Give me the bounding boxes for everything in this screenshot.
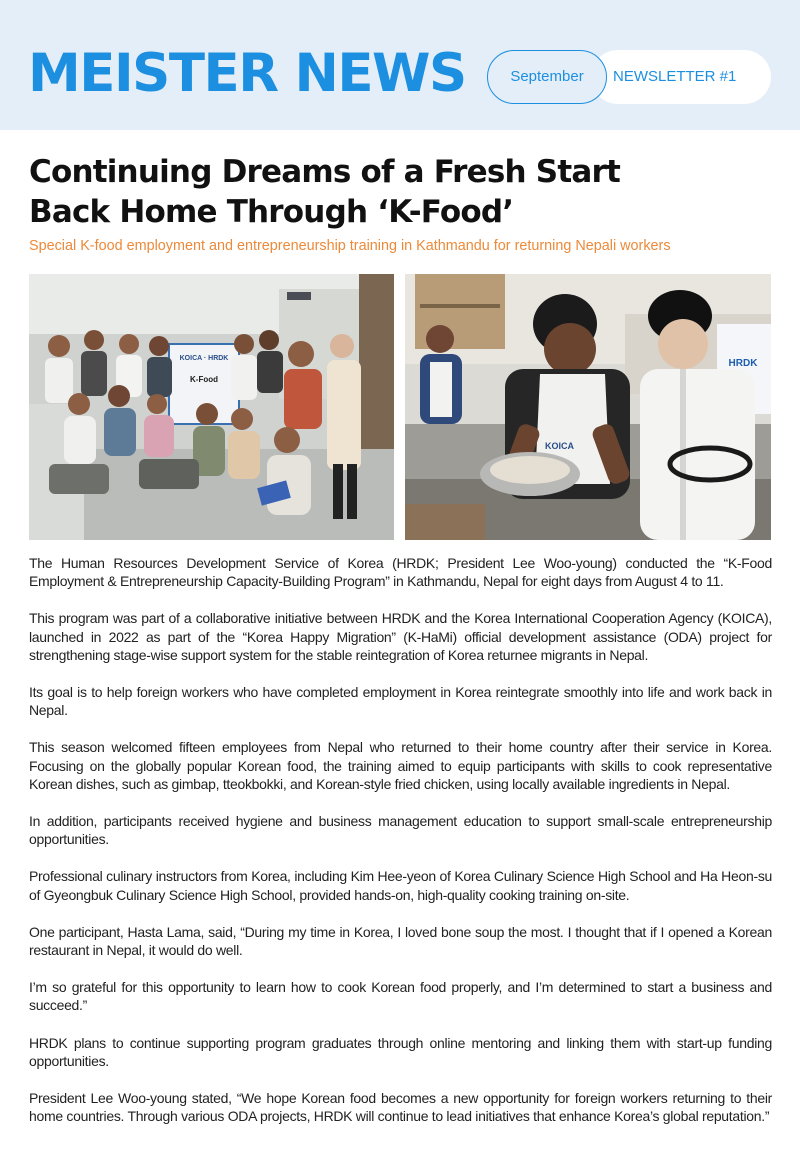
article-paragraph: One participant, Hasta Lama, said, “During my time in Korea, I loved bone soup the most. I thought that if I opened a Korean restaurant in Nepal, it would do well. [29,923,772,959]
article-subtitle: Special K-food employment and entrepreneurship training in Kathmandu for returning Nepali workers [29,238,671,254]
banner-text: KOICA · HRDK [179,355,229,362]
issue-label-pill [591,50,771,104]
article-paragraph: I’m so grateful for this opportunity to learn how to cook Korean food properly, and I’m determined to start a business and succeed.” [29,979,772,1014]
masthead-title: MEISTER NEWS [28,43,466,104]
issue-label: NEWSLETTER #1 [613,68,737,85]
article-paragraph: This season welcomed fifteen employees from Nepal who returned to their home country after their service in Korea. Focusing on the globally popular Korean food, the training aimed to equip participants with skills to cook representative Korean dishes, such as gimbap, tteokbokki, and Korean-style fried chicken, using locally available ingredients in Nepal. [29,739,772,792]
article-body [29,554,772,1144]
article-paragraph: HRDK plans to continue supporting program graduates through online mentoring and linking them with start-up funding opportunities. [29,1034,772,1069]
article-paragraph: Its goal is to help foreign workers who have completed employment in Korea reintegrate smoothly into life and work back in Nepal. [29,684,772,719]
headline-line-2: Back Home Through ‘K-Food’ [29,194,514,230]
article-paragraph: The Human Resources Development Service of Korea (HRDK; President Lee Woo-young) conducted the “K-Food Employment & Entrepreneurship Capacity-Building Program” in Kathmandu, Nepal for eight days from August 4 to 11. [29,555,772,590]
headline-line-1: Continuing Dreams of a Fresh Start [29,154,620,190]
sign-text: K-Food [190,375,218,384]
article-paragraph: Professional culinary instructors from Korea, including Kim Hee-yeon of Korea Culinary Science High School and Ha Heon-su of Gyeongbuk Culinary Science High School, provided hands-on, high-quality cooking training on-site. [29,868,772,903]
issue-pill [487,50,771,104]
month-label: September [510,68,584,85]
wall-logo-text: HRDK [728,358,758,369]
month-pill [487,50,607,104]
article-paragraph: President Lee Woo-young stated, “We hope Korean food becomes a new opportunity for foreign workers returning to their home countries. Through various ODA projects, HRDK will continue to lead initiatives that enhance Korea’s global reputation.” [29,1090,772,1125]
group-photo [29,274,394,540]
cooking-photo [405,274,771,540]
article-headline [29,152,620,232]
apron-text: KOICA [545,441,574,451]
newsletter-header [0,0,800,130]
article-paragraph: This program was part of a collaborative initiative between HRDK and the Korea International Cooperation Agency (KOICA), launched in 2022 as part of the “Korea Happy Migration” (K-HaMi) official development assistance (ODA) project for strengthening stage-wise support system for the stable reintegration of Korea returnee migrants in Nepal. [29,610,772,663]
article-paragraph: In addition, participants received hygiene and business management education to support small-scale entrepreneurship opportunities. [29,813,772,848]
